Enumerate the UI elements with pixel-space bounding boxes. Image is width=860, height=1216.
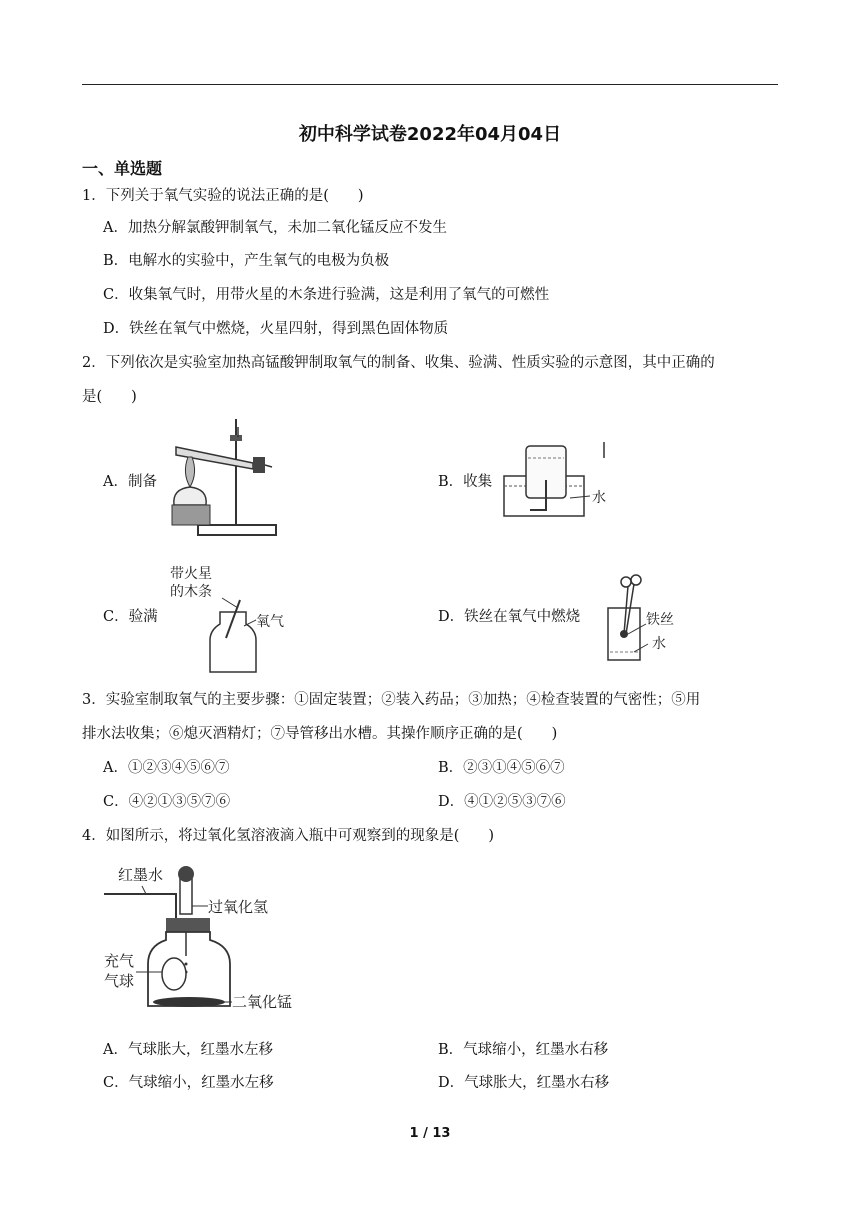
q3-option-c: C．④②①③⑤⑦⑥ (103, 794, 231, 810)
splint-label-line2: 的木条 (170, 584, 212, 600)
q3-option-d: D．④①②⑤③⑦⑥ (438, 794, 566, 810)
q1-option-c: C．收集氧气时，用带火星的木条进行验满，这是利用了氧气的可燃性 (103, 287, 550, 303)
heating-apparatus-figure (158, 415, 278, 543)
q2-option-c: C．验满 (103, 609, 158, 625)
water-label-d: 水 (652, 636, 666, 652)
splint-label-line1: 带火星 (170, 566, 212, 582)
question-3-stem-line1: 3．实验室制取氧气的主要步骤：①固定装置；②装入药品；③加热；④检查装置的气密性；⑤用 (82, 692, 701, 708)
water-label: 水 (592, 490, 606, 506)
question-2-stem-line1: 2．下列依次是实验室加热高锰酸钾制取氧气的制备、收集、验满、性质实验的示意图，其中正确的 (82, 355, 715, 371)
q1-option-b: B．电解水的实验中，产生氧气的电极为负极 (103, 253, 390, 269)
question-4-stem: 4．如图所示，将过氧化氢溶液滴入瓶中可观察到的现象是( ) (82, 828, 495, 844)
header-rule (82, 84, 778, 85)
q2-option-d: D．铁丝在氧气中燃烧 (438, 609, 581, 625)
balloon-label-line2: 气球 (104, 972, 135, 990)
q2-option-a: A．制备 (103, 474, 157, 490)
question-3-stem-line2: 排水法收集；⑥熄灭酒精灯；⑦导管移出水槽。其操作顺序正确的是( ) (82, 726, 558, 742)
q2-option-b: B．收集 (438, 474, 493, 490)
balloon-label-line1: 充气 (104, 952, 135, 970)
peroxide-label: 过氧化氢 (208, 898, 269, 916)
q4-option-b: B．气球缩小，红墨水右移 (438, 1042, 609, 1058)
question-2-stem-line2: 是( ) (82, 389, 137, 405)
water-collection-figure (500, 440, 612, 522)
q3-option-a: A．①②③④⑤⑥⑦ (103, 760, 230, 776)
q1-option-d: D．铁丝在氧气中燃烧，火星四射，得到黑色固体物质 (103, 321, 449, 337)
page-title: 初中科学试卷2022年04月04日 (298, 124, 562, 145)
q1-option-a: A．加热分解氯酸钾制氧气，未加二氧化锰反应不发生 (103, 220, 447, 236)
iron-wire-label: 铁丝 (646, 612, 674, 628)
manganese-dioxide-label: 二氧化锰 (232, 993, 293, 1011)
oxygen-label: 氧气 (256, 614, 284, 630)
q3-option-b: B．②③①④⑤⑥⑦ (438, 760, 565, 776)
red-ink-label: 红墨水 (118, 866, 164, 884)
page-number: 1 / 13 (409, 1126, 451, 1141)
oxygen-check-figure (160, 564, 300, 678)
iron-wire-burning-figure (604, 572, 690, 664)
section-heading: 一、单选题 (82, 159, 163, 178)
q4-option-a: A．气球胀大，红墨水左移 (103, 1042, 273, 1058)
question-1-stem: 1．下列关于氧气实验的说法正确的是( ) (82, 188, 364, 204)
hydrogen-peroxide-bottle-figure (100, 856, 300, 1018)
q4-option-d: D．气球胀大，红墨水右移 (438, 1075, 610, 1091)
q4-option-c: C．气球缩小，红墨水左移 (103, 1075, 274, 1091)
